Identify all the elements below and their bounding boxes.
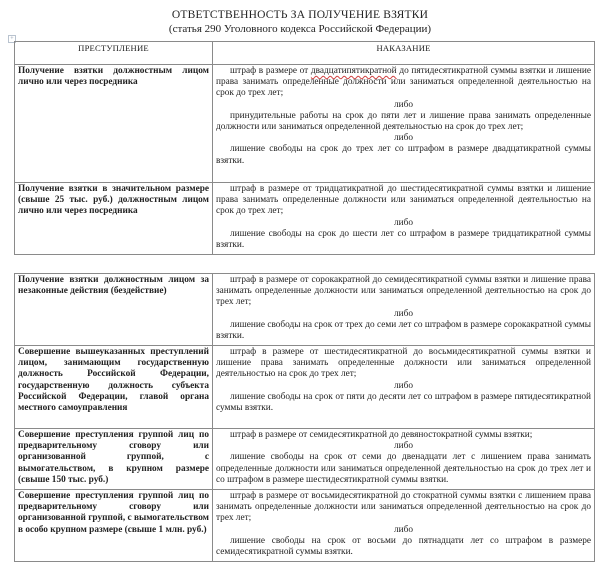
document-heading — [0, 8, 600, 36]
penalty-option: лишение свободы на срок от восьми до пятнадцати лет со штрафом в размере семидесятикратной суммы взятки. — [216, 535, 591, 558]
penalty-table-2 — [14, 273, 595, 562]
document-subtitle: (статья 290 Уголовного кодекса Российской Федерации) — [168, 23, 432, 35]
table-row — [15, 490, 595, 562]
crime-cell: Совершение преступления группой лиц по предварительному сговору или организованной группой, с вымогательством в особо крупном размере (свыше 1 млн. руб.) — [15, 490, 213, 562]
penalty-option: лишение свободы на срок от трех до семи лет со штрафом в размере сорокакратной суммы взятки. — [216, 319, 591, 342]
table-row — [15, 183, 595, 255]
penalty-cell — [213, 65, 595, 183]
crime-cell: Получение взятки должностным лицом лично или через посредника — [15, 65, 213, 183]
penalty-option: штраф в размере от семидесятикратной до девяностократной суммы взятки; — [230, 430, 533, 440]
crime-cell: Совершение вышеуказанных преступлений лицом, занимающим государственную должность Российской Федерации, государственную должность субъекта Российской Федерации, главой органа местного самоуправления — [15, 346, 213, 429]
penalty-option: лишение свободы на срок от семи до двенадцати лет с лишением права занимать определенные должности или заниматься определенной деятельностью на срок до трех лет и со штрафом в размере шестидесятикратной суммы взятки. — [216, 452, 591, 485]
penalty-cell — [213, 183, 595, 255]
penalty-option: штраф в размере от восьмидесятикратной до стократной суммы взятки с лишением права занимать определенные должности или заниматься определенной деятельностью на срок до трех лет; — [216, 491, 591, 524]
penalty-option: штраф в размере от тридцатикратной до шестидесятикратной суммы взятки и лишение права занимать определенные должности или заниматься определенной деятельностью на срок до трех лет; — [216, 184, 591, 217]
separator-or: либо — [394, 99, 413, 110]
penalty-option: штраф в размере от шестидесятикратной до восьмидесятикратной суммы взятки и лишение права занимать определенные должности или заниматься определенной деятельностью на срок до трех лет; — [216, 347, 591, 380]
penalty-cell — [213, 429, 595, 490]
penalty-option: лишение свободы на срок до шести лет со штрафом в размере тридцатикратной суммы взятки. — [216, 228, 591, 251]
penalty-option: штраф в размере от двадцатипятикратной до пятидесятикратной суммы взятки и лишение права занимать определенные должности или заниматься определенной деятельностью на срок до трех лет; — [216, 66, 591, 99]
penalty-table-1 — [14, 41, 595, 255]
separator-or: либо — [394, 380, 413, 391]
penalty-option: лишение свободы на срок от пяти до десяти лет со штрафом в размере пятидесятикратной суммы взятки. — [216, 391, 591, 414]
table-row — [15, 65, 595, 183]
crime-cell: Получение взятки должностным лицом за незаконные действия (бездействие) — [15, 274, 213, 346]
penalty-cell — [213, 490, 595, 562]
separator-or: либо — [394, 524, 413, 535]
penalty-option: лишение свободы на срок до трех лет со штрафом в размере двадцатикратной суммы взятки. — [216, 144, 591, 166]
document-title: ОТВЕТСТВЕННОСТЬ ЗА ПОЛУЧЕНИЕ ВЗЯТКИ — [171, 9, 429, 21]
penalty-option: штраф в размере от сорокакратной до семидесятикратной суммы взятки и лишение права занимать определенные должности или заниматься определенной деятельностью на срок до трех лет; — [216, 275, 591, 308]
penalty-option: принудительные работы на срок до пяти лет и лишение права занимать определенные должности или заниматься определенной деятельностью на срок до трех лет; — [216, 110, 591, 133]
penalty-cell — [213, 274, 595, 346]
table-row — [15, 274, 595, 346]
table-header-row — [15, 42, 595, 65]
separator-or: либо — [394, 441, 413, 452]
separator-or: либо — [394, 217, 413, 228]
crime-cell: Совершение преступления группой лиц по предварительному сговору или организованной группой, с вымогательством, в крупном размере (свыше 150 тыс. руб.) — [15, 429, 213, 490]
header-crime: ПРЕСТУПЛЕНИЕ — [15, 42, 213, 65]
crime-cell: Получение взятки в значительном размере (свыше 25 тыс. руб.) должностным лицом лично или через посредника — [15, 183, 213, 255]
header-penalty: НАКАЗАНИЕ — [213, 42, 595, 65]
table-row — [15, 429, 595, 490]
separator-or: либо — [394, 133, 413, 144]
move-table-icon[interactable]: + — [8, 35, 16, 43]
table-row — [15, 346, 595, 429]
separator-or: либо — [394, 308, 413, 319]
penalty-cell — [213, 346, 595, 429]
